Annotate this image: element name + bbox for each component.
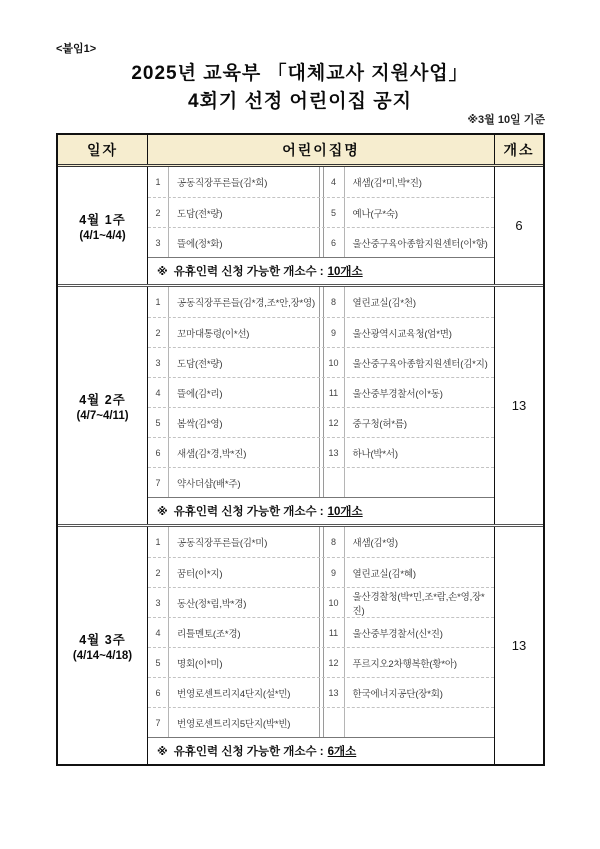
- daycare-name: 울산중구육아종합지원센터(이*향): [352, 238, 488, 250]
- footnote-text: 유휴인력 신청 가능한 개소수 :: [173, 266, 324, 278]
- row-right-half: [323, 408, 495, 437]
- row-number: 6: [324, 228, 345, 257]
- daycare-name: 울산경찰청(박*민,조*람,손*영,장*진): [352, 591, 485, 617]
- row-number: 12: [324, 408, 345, 437]
- daycare-name: 봄싹(김*영): [177, 418, 223, 430]
- row-number: 10: [324, 588, 345, 617]
- footnote-value: 10개소: [327, 266, 363, 278]
- row-number: 1: [148, 527, 169, 557]
- title-line-2: 4회기 선정 어린이집 공지: [188, 90, 412, 112]
- row-number: 11: [324, 378, 345, 407]
- table-row: [148, 617, 494, 647]
- row-number: 3: [148, 588, 169, 617]
- table-row: [148, 287, 494, 317]
- count-cell: [495, 527, 543, 764]
- week-label: 4월 1주: [79, 212, 126, 227]
- week-label: 4월 3주: [79, 632, 126, 647]
- footnote-mark: ※: [157, 265, 168, 278]
- count-cell: [495, 287, 543, 524]
- daycare-name: 공동직장푸른들(김*경,조*안,장*영): [177, 298, 315, 309]
- daycare-name: 하나(박*서): [352, 448, 398, 460]
- daycare-name: 꿈터(이*지): [177, 568, 223, 580]
- title-line-1: 2025년 교육부 「대체교사 지원사업」: [131, 63, 469, 84]
- row-left-half: [148, 618, 320, 647]
- table-row: [148, 377, 494, 407]
- row-left-half: [148, 588, 320, 617]
- daycare-list: [148, 287, 495, 524]
- table-row: [148, 677, 494, 707]
- count-cell: [495, 167, 543, 284]
- row-right-half: [323, 708, 495, 737]
- row-left-half: [148, 708, 320, 737]
- daycare-name: 도담(전*량): [177, 208, 223, 220]
- table-row: [148, 647, 494, 677]
- reference-date-note: ※3월 10일 기준: [467, 114, 545, 126]
- row-number: 8: [324, 287, 345, 317]
- daycare-name: 뜰에(정*화): [177, 238, 223, 250]
- table-row: [148, 707, 494, 737]
- row-number: 7: [148, 708, 169, 737]
- row-number: 3: [148, 228, 169, 257]
- table-row: [148, 407, 494, 437]
- row-number: 4: [148, 618, 169, 647]
- row-number: 6: [148, 678, 169, 707]
- row-left-half: [148, 348, 320, 377]
- daycare-name: 예나(구*숙): [352, 208, 398, 220]
- row-left-half: [148, 527, 320, 557]
- daycare-name: 번영로센트리지4단지(설*민): [177, 688, 291, 700]
- daycare-name: 도담(전*량): [177, 358, 223, 370]
- footnote-value: 10개소: [327, 506, 363, 518]
- footnote: [148, 497, 494, 524]
- week-label: 4월 2주: [79, 392, 126, 407]
- attachment-label: <붙임1>: [56, 43, 97, 55]
- row-number: 1: [148, 287, 169, 317]
- row-right-half: [323, 167, 495, 197]
- daycare-name: 열린교실(김*천): [352, 298, 416, 309]
- row-number: 13: [324, 438, 345, 467]
- row-number: 7: [148, 468, 169, 497]
- footnote: [148, 257, 494, 284]
- row-number: 11: [324, 618, 345, 647]
- page-title: [0, 60, 600, 115]
- footnote-text: 유휴인력 신청 가능한 개소수 :: [173, 746, 324, 758]
- row-right-half: [323, 318, 495, 347]
- daycare-name: 울산중부경찰서(이*동): [352, 388, 443, 400]
- row-number: 4: [148, 378, 169, 407]
- footnote-mark: ※: [157, 745, 168, 758]
- row-right-half: [323, 378, 495, 407]
- row-left-half: [148, 167, 320, 197]
- row-right-half: [323, 678, 495, 707]
- daycare-name: 한국에너지공단(장*회): [352, 688, 443, 700]
- date-range-label: (4/7~4/11): [76, 409, 129, 422]
- row-number: 2: [148, 558, 169, 587]
- row-left-half: [148, 198, 320, 227]
- date-cell: [58, 527, 148, 764]
- row-number: [324, 708, 345, 737]
- week-group: [58, 524, 543, 764]
- row-right-half: [323, 228, 495, 257]
- date-cell: [58, 287, 148, 524]
- row-left-half: [148, 438, 320, 467]
- row-number: 1: [148, 167, 169, 197]
- table-row: [148, 467, 494, 497]
- daycare-name: 울산중부경찰서(신*진): [352, 628, 443, 640]
- footnote-mark: ※: [157, 505, 168, 518]
- daycare-name: 새샘(김*경,박*진): [177, 448, 247, 460]
- row-right-half: [323, 198, 495, 227]
- header-name: 어린이집명: [148, 135, 495, 164]
- row-left-half: [148, 408, 320, 437]
- row-right-half: [323, 588, 495, 617]
- count-value: 13: [511, 398, 527, 413]
- row-number: [324, 468, 345, 497]
- row-number: 5: [148, 648, 169, 677]
- row-left-half: [148, 558, 320, 587]
- daycare-list: [148, 167, 495, 284]
- daycare-name: [345, 468, 495, 497]
- row-right-half: [323, 648, 495, 677]
- row-right-half: [323, 527, 495, 557]
- daycare-name: 열린교실(김*혜): [352, 568, 416, 580]
- row-left-half: [148, 648, 320, 677]
- daycare-list: [148, 527, 495, 764]
- table-row: [148, 557, 494, 587]
- daycare-name: 공동직장푸른들(김*미): [177, 538, 268, 549]
- table-row: [148, 167, 494, 197]
- table-header-row: [58, 135, 543, 167]
- row-number: 10: [324, 348, 345, 377]
- row-left-half: [148, 678, 320, 707]
- table-row: [148, 317, 494, 347]
- row-right-half: [323, 468, 495, 497]
- footnote: [148, 737, 494, 764]
- daycare-name: 푸르지오2차행복한(황*아): [352, 658, 457, 670]
- daycare-name: 리틀멘토(조*경): [177, 628, 241, 640]
- table-row: [148, 197, 494, 227]
- count-value: 6: [515, 218, 523, 233]
- daycare-name: [345, 708, 495, 737]
- daycare-name: 울산광역시교육청(엄*면): [352, 328, 452, 340]
- row-left-half: [148, 468, 320, 497]
- date-range-label: (4/1~4/4): [79, 229, 126, 242]
- daycare-name: 새샘(김*영): [352, 538, 398, 549]
- footnote-value: 6개소: [327, 746, 357, 758]
- row-number: 2: [148, 198, 169, 227]
- table-row: [148, 587, 494, 617]
- table-row: [148, 227, 494, 257]
- week-group: [58, 284, 543, 524]
- row-number: 13: [324, 678, 345, 707]
- table-groups: [58, 167, 543, 764]
- daycare-name: 약사더샵(배*주): [177, 478, 241, 490]
- row-number: 4: [324, 167, 345, 197]
- daycare-name: 명회(이*미): [177, 658, 223, 670]
- header-date: 일자: [58, 135, 148, 164]
- row-number: 5: [148, 408, 169, 437]
- row-number: 9: [324, 318, 345, 347]
- row-left-half: [148, 318, 320, 347]
- row-number: 9: [324, 558, 345, 587]
- table-row: [148, 347, 494, 377]
- row-right-half: [323, 348, 495, 377]
- table-row: [148, 437, 494, 467]
- daycare-name: 중구청(허*름): [352, 418, 407, 430]
- row-number: 6: [148, 438, 169, 467]
- row-left-half: [148, 287, 320, 317]
- row-right-half: [323, 438, 495, 467]
- daycare-name: 꼬마대통령(이*선): [177, 328, 250, 340]
- daycare-name: 번영로센트리지5단지(박*빈): [177, 718, 291, 730]
- row-number: 5: [324, 198, 345, 227]
- date-cell: [58, 167, 148, 284]
- daycare-name: 공동직장푸른들(김*희): [177, 178, 268, 189]
- footnote-text: 유휴인력 신청 가능한 개소수 :: [173, 506, 324, 518]
- table-row: [148, 527, 494, 557]
- row-number: 3: [148, 348, 169, 377]
- daycare-name: 동산(정*림,박*경): [177, 598, 247, 610]
- date-range-label: (4/14~4/18): [72, 649, 133, 662]
- row-right-half: [323, 287, 495, 317]
- daycare-name: 새샘(김*미,박*진): [352, 178, 422, 189]
- row-left-half: [148, 378, 320, 407]
- daycare-name: 울산중구육아종합지원센터(김*지): [352, 358, 488, 370]
- row-right-half: [323, 618, 495, 647]
- daycare-name: 뜰에(김*리): [177, 388, 223, 400]
- daycare-table: [56, 133, 545, 766]
- row-left-half: [148, 228, 320, 257]
- row-number: 8: [324, 527, 345, 557]
- row-number: 2: [148, 318, 169, 347]
- week-group: [58, 167, 543, 284]
- row-right-half: [323, 558, 495, 587]
- count-value: 13: [511, 638, 527, 653]
- header-count: 개소: [503, 141, 535, 158]
- row-number: 12: [324, 648, 345, 677]
